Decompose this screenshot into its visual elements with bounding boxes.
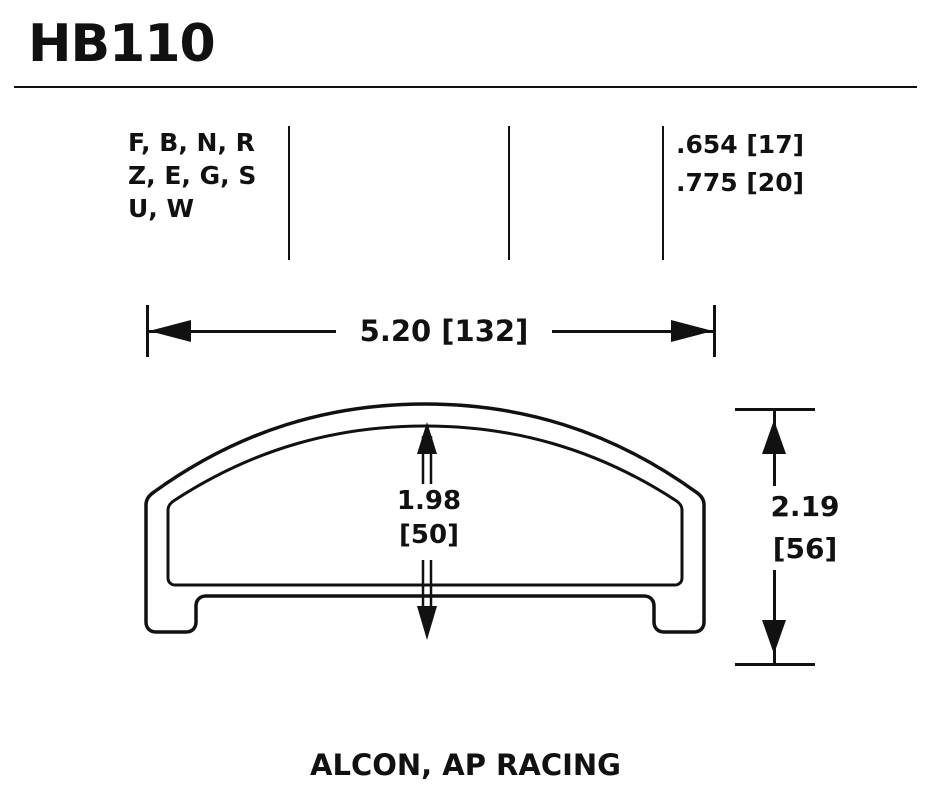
arrow-right-icon bbox=[671, 320, 713, 342]
height-value-mm: [56] bbox=[772, 532, 838, 565]
arrow-up-icon bbox=[762, 420, 786, 454]
width-dimension-label: 5.20 [132] bbox=[336, 314, 552, 348]
inner-height-value-mm: [50] bbox=[399, 520, 459, 550]
thickness-value-list bbox=[676, 126, 804, 202]
thickness-value: .654 [17] bbox=[676, 130, 805, 159]
arrow-left-icon bbox=[149, 320, 191, 342]
compound-code-line: Z, E, G, S bbox=[128, 161, 257, 190]
application-caption: ALCON, AP RACING bbox=[310, 748, 621, 782]
height-dimension-label bbox=[745, 486, 865, 570]
compound-code-line: F, B, N, R bbox=[128, 128, 255, 157]
height-value-inches: 2.19 bbox=[770, 490, 840, 523]
inner-height-value-inches: 1.98 bbox=[396, 486, 462, 516]
column-tick bbox=[508, 126, 510, 260]
compound-code-list bbox=[128, 126, 256, 225]
inner-height-dimension-label bbox=[374, 484, 484, 552]
arrow-down-icon bbox=[762, 620, 786, 654]
column-tick bbox=[288, 126, 290, 260]
page-title: HB110 bbox=[28, 14, 215, 74]
thickness-value: .775 [20] bbox=[676, 168, 805, 197]
compound-code-line: U, W bbox=[128, 194, 195, 223]
column-tick bbox=[662, 126, 664, 260]
header-divider bbox=[14, 86, 917, 88]
width-dimension bbox=[146, 300, 716, 352]
arrow-down-icon bbox=[417, 606, 437, 640]
